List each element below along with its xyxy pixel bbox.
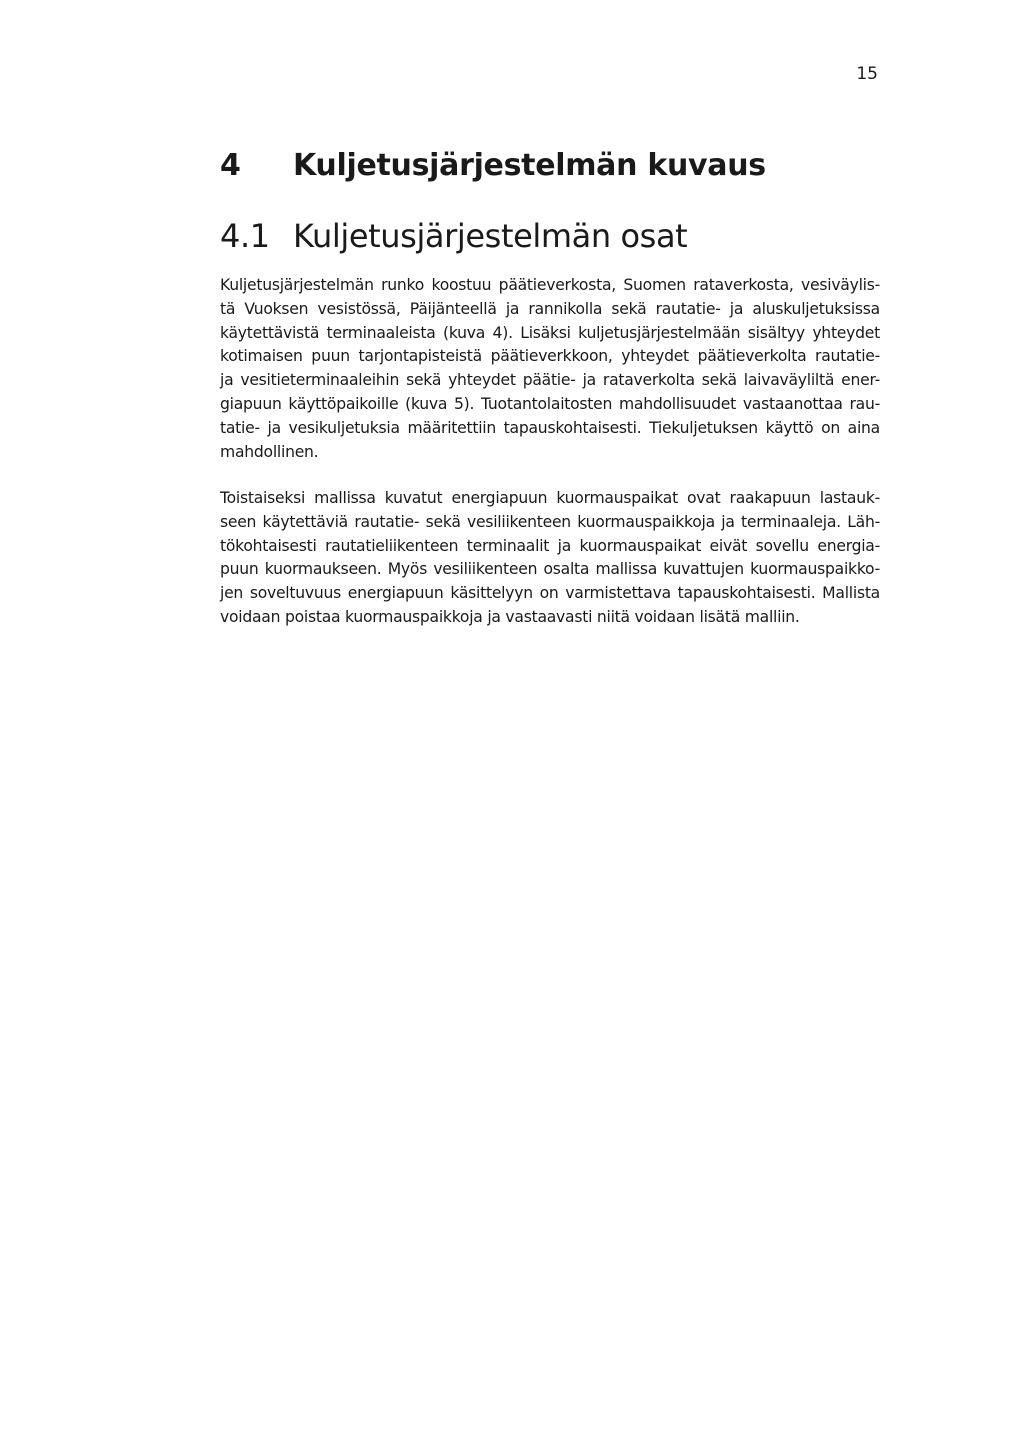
page-number: 15	[856, 64, 878, 84]
chapter-title: Kuljetusjärjestelmän kuvaus	[293, 148, 766, 183]
paragraph-line: ja vesitieterminaaleihin sekä yhteydet päätie- ja rataverkolta sekä laivaväyliltä ener-	[220, 371, 880, 390]
body-paragraph-2	[220, 487, 880, 630]
paragraph-line: Kuljetusjärjestelmän runko koostuu päätieverkosta, Suomen rataverkosta, vesiväylis-	[220, 276, 880, 294]
section-heading	[220, 215, 900, 257]
paragraph-line: seen käytettäviä rautatie- sekä vesiliikenteen kuormauspaikkoja ja terminaaleja. Läh-	[220, 512, 880, 531]
paragraph-line: voidaan poistaa kuormauspaikkoja ja vastaavasti niitä voidaan lisätä malliin.	[220, 607, 800, 626]
paragraph-line: kotimaisen puun tarjontapisteistä päätieverkkoon, yhteydet päätieverkolta rautatie-	[220, 347, 880, 366]
section-title: Kuljetusjärjestelmän osat	[293, 217, 688, 255]
paragraph-line: jen soveltuvuus energiapuun käsittelyyn on varmistettava tapauskohtaisesti. Mallista	[220, 584, 880, 603]
paragraph-line: mahdollinen.	[220, 442, 319, 461]
paragraph-line: käytettävistä terminaaleista (kuva 4). Lisäksi kuljetusjärjestelmään sisältyy yhteydet	[220, 323, 880, 342]
chapter-heading	[220, 146, 900, 186]
paragraph-line: tä Vuoksen vesistössä, Päijänteellä ja rannikolla sekä rautatie- ja aluskuljetuksissa	[220, 299, 880, 318]
paragraph-line: puun kuormaukseen. Myös vesiliikenteen osalta mallissa kuvattujen kuormauspaikko-	[220, 560, 880, 579]
section-number: 4.1	[220, 217, 270, 255]
paragraph-line: tatie- ja vesikuljetuksia määritettiin tapauskohtaisesti. Tiekuljetuksen käyttö on aina	[220, 418, 880, 437]
paragraph-line: tökohtaisesti rautatieliikenteen terminaalit ja kuormauspaikat eivät sovellu energia-	[220, 536, 880, 555]
chapter-number: 4	[220, 148, 241, 183]
paragraph-line: giapuun käyttöpaikoille (kuva 5). Tuotantolaitosten mahdollisuudet vastaanottaa rau-	[220, 394, 880, 413]
paragraph-line: Toistaiseksi mallissa kuvatut energiapuun kuormauspaikat ovat raakapuun lastauk-	[220, 489, 880, 507]
body-paragraph-1	[220, 274, 880, 464]
